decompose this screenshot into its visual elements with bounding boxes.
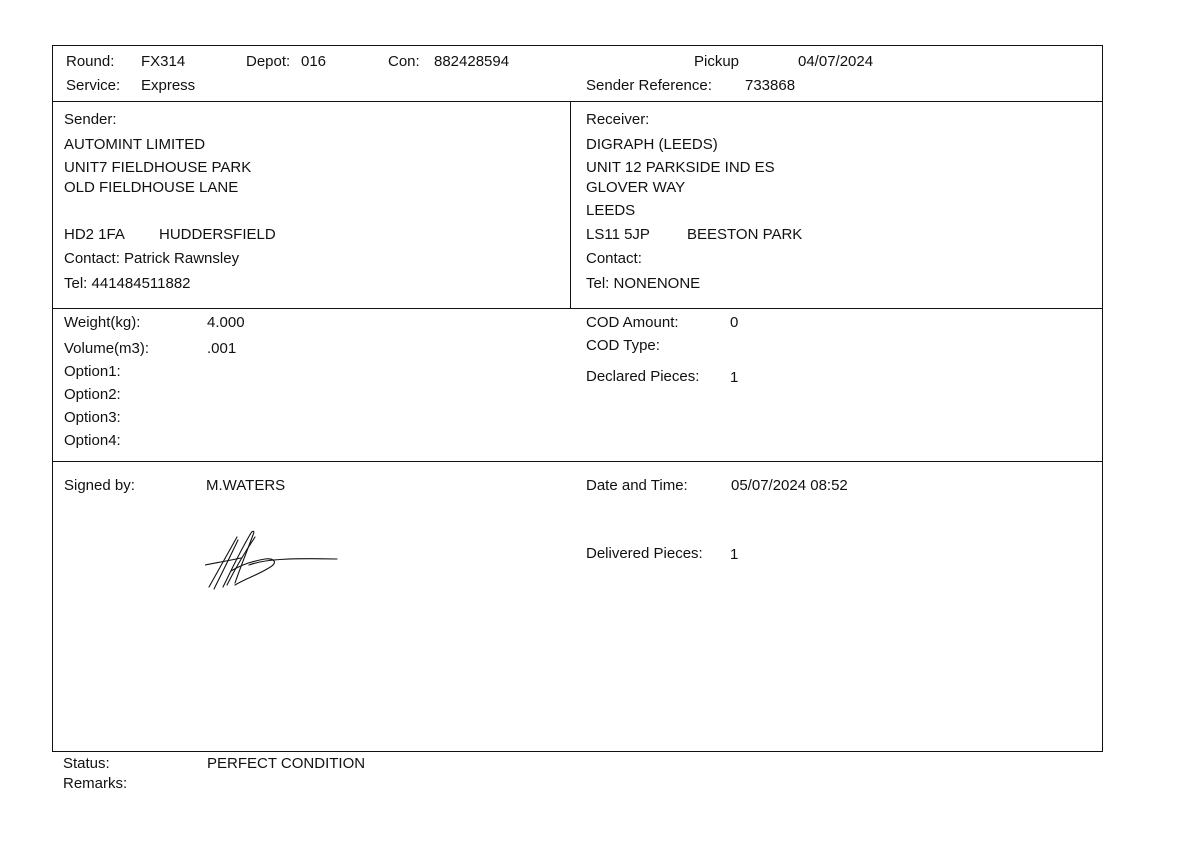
sender-postcode: HD2 1FA <box>64 226 125 243</box>
volume-value: .001 <box>207 340 237 357</box>
delivered-pieces-value: 1 <box>730 546 739 563</box>
delivered-pieces-label: Delivered Pieces: <box>586 545 703 562</box>
sender-heading: Sender: <box>64 111 117 128</box>
sender-town: HUDDERSFIELD <box>159 226 276 243</box>
divider-details <box>53 461 1102 462</box>
option1-label: Option1: <box>64 363 121 380</box>
weight-value: 4.000 <box>207 314 245 331</box>
remarks-label: Remarks: <box>63 775 128 792</box>
sender-reference-label: Sender Reference: <box>586 77 712 94</box>
signed-by-label: Signed by: <box>64 477 135 494</box>
option3-label: Option3: <box>64 409 121 426</box>
divider-header <box>53 101 1102 102</box>
receiver-address-line3: LEEDS <box>586 202 636 219</box>
sender-contact: Contact: Patrick Rawnsley <box>64 250 240 267</box>
cod-amount-label: COD Amount: <box>586 314 679 331</box>
option4-label: Option4: <box>64 432 121 449</box>
date-time-label: Date and Time: <box>586 477 688 494</box>
service-value: Express <box>141 77 196 94</box>
service-label: Service: <box>66 77 121 94</box>
cod-type-label: COD Type: <box>586 337 660 354</box>
sender-reference-value: 733868 <box>745 77 796 94</box>
receiver-address-line1: UNIT 12 PARKSIDE IND ES <box>586 159 775 176</box>
status-label: Status: <box>63 755 110 772</box>
con-value: 882428594 <box>434 53 510 70</box>
status-value: PERFECT CONDITION <box>207 755 366 772</box>
divider-sender-receiver <box>570 101 571 308</box>
receiver-heading: Receiver: <box>586 111 650 128</box>
receiver-town: BEESTON PARK <box>687 226 803 243</box>
pickup-label: Pickup <box>694 53 740 70</box>
signature-image <box>205 525 340 595</box>
receiver-contact: Contact: <box>586 250 642 267</box>
option2-label: Option2: <box>64 386 121 403</box>
signed-by-value: M.WATERS <box>206 477 286 494</box>
date-time-value: 05/07/2024 08:52 <box>731 477 848 494</box>
round-value: FX314 <box>141 53 186 70</box>
receiver-address-line2: GLOVER WAY <box>586 179 686 196</box>
receiver-name: DIGRAPH (LEEDS) <box>586 136 718 153</box>
con-label: Con: <box>388 53 420 70</box>
proof-of-delivery-form <box>52 45 1103 752</box>
depot-value: 016 <box>301 53 327 70</box>
weight-label: Weight(kg): <box>64 314 141 331</box>
sender-address-line2: OLD FIELDHOUSE LANE <box>64 179 239 196</box>
sender-name: AUTOMINT LIMITED <box>64 136 206 153</box>
receiver-tel: Tel: NONENONE <box>586 275 701 292</box>
pickup-date: 04/07/2024 <box>798 53 874 70</box>
round-label: Round: <box>66 53 115 70</box>
volume-label: Volume(m3): <box>64 340 150 357</box>
sender-address-line1: UNIT7 FIELDHOUSE PARK <box>64 159 252 176</box>
declared-pieces-value: 1 <box>730 369 739 386</box>
receiver-postcode: LS11 5JP <box>586 226 650 243</box>
declared-pieces-label: Declared Pieces: <box>586 368 700 385</box>
sender-tel: Tel: 441484511882 <box>64 275 191 292</box>
cod-amount-value: 0 <box>730 314 739 331</box>
divider-addresses <box>53 308 1102 309</box>
depot-label: Depot: <box>246 53 291 70</box>
